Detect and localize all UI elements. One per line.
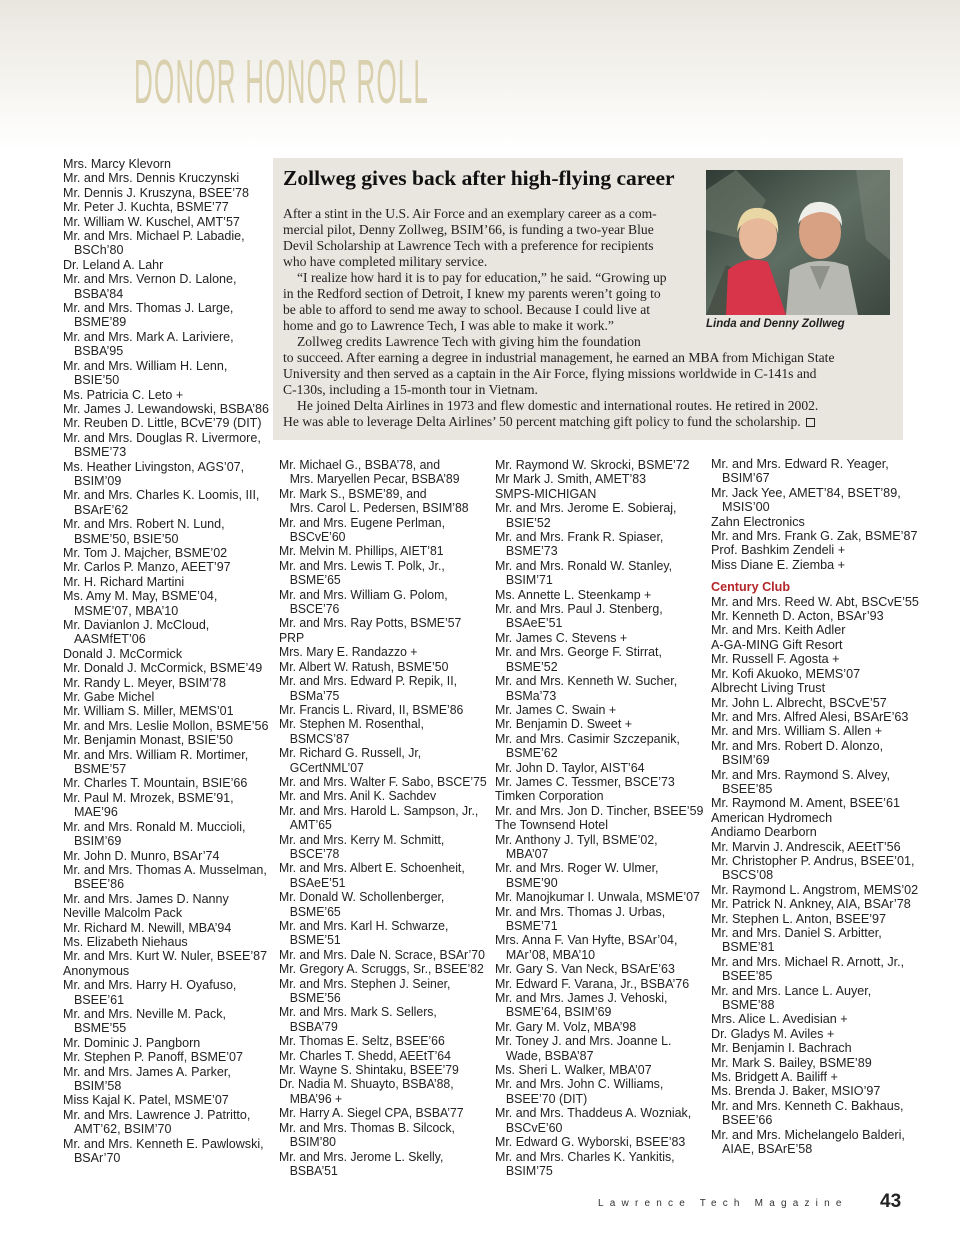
donor-entry: Mr. Stephen P. Panoff, BSME’07 xyxy=(63,1050,243,1065)
donor-entry: AMT’62, BSIM’70 xyxy=(73,1122,172,1137)
donor-entry: Ms. Patricia C. Leto + xyxy=(63,387,184,402)
donor-entry: PRP xyxy=(279,630,305,645)
donor-entry: Mr. John L. Albrecht, BSCvE’57 xyxy=(711,695,887,710)
donor-entry: Mr. and Mrs. Kenneth E. Pawlowski, xyxy=(63,1136,264,1151)
donor-entry: Mr. Carlos P. Manzo, AEET’97 xyxy=(63,560,231,575)
donor-entry: BSME’51 xyxy=(289,933,341,948)
donor-entry: Mr. and Mrs. Thomas J. Urbas, xyxy=(495,904,666,919)
donor-entry: Mrs. Marcy Klevorn xyxy=(63,157,171,171)
donor-column-3 xyxy=(495,458,704,1178)
donor-entry: Mr. John D. Taylor, AIST’64 xyxy=(495,760,645,775)
donor-entry: Mr. and Mrs. Thomas A. Musselman, xyxy=(63,862,267,877)
donor-entry: Mr. Marvin J. Andrescik, AEEtT’56 xyxy=(711,839,901,854)
donor-entry: AIAE, BSArE’58 xyxy=(722,1142,813,1157)
donor-entry: Albrecht Living Trust xyxy=(711,681,826,696)
donor-entry: BSCE’78 xyxy=(289,846,340,861)
donor-entry: MSIS’00 xyxy=(722,500,770,515)
donor-entry: BSCE’76 xyxy=(289,602,340,617)
feature-line xyxy=(283,334,888,350)
donor-entry: Mr. James C. Swain + xyxy=(495,702,617,717)
section-heading-century-club: Century Club xyxy=(711,580,791,595)
donor-entry: Mr. and Mrs. Jerome L. Skelly, xyxy=(279,1149,444,1164)
donor-entry: Mr. and Mrs. Michelangelo Balderi, xyxy=(711,1127,905,1142)
donor-entry: A-GA-MING Gift Resort xyxy=(711,637,843,652)
title-letter: N xyxy=(286,47,306,117)
donor-column-1 xyxy=(63,157,269,1166)
feature-line-text: University and then served as a captain in the Air Force, flying missions worldwide in C-141s and xyxy=(283,366,817,381)
donor-entry: Mr. and Mrs. Lawrence J. Patritto, xyxy=(63,1107,251,1122)
feature-line-text: Devil Scholarship at Lawrence Tech with a preference for recipients xyxy=(283,238,654,253)
donor-entry: BSIM’69 xyxy=(722,753,770,768)
donor-entry: Mr. Michael G., BSBA’78, and xyxy=(279,458,441,472)
donor-entry: BSIM’71 xyxy=(505,573,553,588)
donor-entry: Mr. William W. Kuschel, AMT’57 xyxy=(63,214,240,229)
donor-entry: Mr. and Mrs. Neville M. Pack, xyxy=(63,1006,226,1021)
feature-line-text: Zollweg credits Lawrence Tech with giving him the foundation xyxy=(297,334,641,349)
donor-entry: Mr. and Mrs. Charles K. Yankitis, xyxy=(495,1149,675,1164)
donor-entry: MSME’07, MBA’10 xyxy=(73,603,179,618)
donor-entry: BSME’65 xyxy=(289,573,341,588)
donor-entry: BSME’56 xyxy=(289,991,341,1006)
donor-entry: Mr. Edward G. Wyborski, BSEE’83 xyxy=(495,1135,686,1150)
title-letter: O xyxy=(153,47,175,117)
donor-entry: Mr. and Mrs. Alfred Alesi, BSArE’63 xyxy=(711,709,909,724)
photo-illustration xyxy=(706,170,890,315)
title-letter: O xyxy=(195,47,216,117)
donor-entry: Mr. and Mrs. Kurt W. Nuler, BSEE’87 xyxy=(63,949,268,964)
donor-entry: Mr. William S. Miller, MEMS’01 xyxy=(63,704,234,719)
donor-entry: Mr. Francis L. Rivard, II, BSME’86 xyxy=(279,702,464,717)
feature-line xyxy=(283,302,698,318)
donor-entry: AMT’65 xyxy=(289,818,332,833)
donor-entry: Mr. and Mrs. Robert N. Lund, xyxy=(63,517,225,532)
feature-line xyxy=(283,414,888,430)
donor-entry: Mr. James C. Stevens + xyxy=(495,630,628,645)
donor-entry: Mr. and Mrs. Stephen J. Seiner, xyxy=(279,976,451,991)
donor-entry: BSME’57 xyxy=(73,762,127,777)
donor-entry: Mr. and Mrs. Paul J. Stenberg, xyxy=(495,602,663,617)
title-word-gap xyxy=(348,47,355,118)
feature-line-text: mercial pilot, Denny Zollweg, BSIM’66, is funding a two-year Blue xyxy=(283,222,654,237)
donor-entry: Mr. and Mrs. Anil K. Sachdev xyxy=(279,789,437,804)
donor-entry: Ms. Sheri L. Walker, MBA’07 xyxy=(495,1063,652,1078)
donor-entry: Mr. Manojkumar I. Unwala, MSME’07 xyxy=(495,890,700,905)
donor-entry: Anonymous xyxy=(63,963,130,978)
section-gap xyxy=(711,572,921,580)
feature-line xyxy=(283,350,888,366)
donor-entry: BSAeE’51 xyxy=(505,616,563,631)
donor-entry: Mr. and Mrs. Dale N. Scrace, BSAr’70 xyxy=(279,947,485,962)
donor-entry: Mr. Dominic J. Pangborn xyxy=(63,1035,201,1050)
donor-entry: Mr. and Mrs. Leslie Mollon, BSME’56 xyxy=(63,718,269,733)
donor-entry: Mr. and Mrs. James J. Vehoski, xyxy=(495,991,668,1006)
donor-entry: Mr. Charles T. Shedd, AEEtT’64 xyxy=(279,1048,451,1063)
feature-line xyxy=(283,366,888,382)
donor-entry: Mr. Gregory A. Scruggs, Sr., BSEE’82 xyxy=(279,962,484,977)
donor-entry: BSIM’69 xyxy=(73,834,122,849)
feature-line-text: to succeed. After earning a degree in industrial management, he earned an MBA from Michigan State xyxy=(283,350,835,365)
donor-entry: Mr. and Mrs. Albert E. Schoenheit, xyxy=(279,861,465,876)
donor-entry: Mr. Russell F. Agosta + xyxy=(711,652,840,667)
donor-entry: BSME’73 xyxy=(505,544,558,559)
donor-entry: BSIM’80 xyxy=(289,1135,336,1150)
donor-entry: Mr. and Mrs. William R. Mortimer, xyxy=(63,747,249,762)
donor-entry: Mr. Donald J. McCormick, BSME’49 xyxy=(63,661,263,676)
donor-entry: Donald J. McCormick xyxy=(63,646,183,661)
donor-entry: Mr. Donald W. Schollenberger, xyxy=(279,890,445,905)
donor-entry: Mr. Charles T. Mountain, BSIE’66 xyxy=(63,776,248,791)
donor-entry: Mr. and Mrs. Jerome E. Sobieraj, xyxy=(495,501,677,516)
photo-linda-and-denny-zollweg xyxy=(706,170,890,315)
donor-entry: Mr. James J. Lewandowski, BSBA’86 xyxy=(63,401,269,416)
donor-entry: Mr. and Mrs. Mark S. Sellers, xyxy=(279,1005,437,1020)
donor-entry: BSME’73 xyxy=(73,445,127,460)
donor-entry: Miss Kajal K. Patel, MSME’07 xyxy=(63,1093,229,1108)
donor-entry: MBA’07 xyxy=(505,846,549,861)
donor-entry: Mr. and Mrs. Mark A. Lariviere, xyxy=(63,329,234,344)
donor-entry: Mr. and Mrs. Kenneth C. Bakhaus, xyxy=(711,1098,904,1113)
donor-entry: Mr. Toney J. and Mrs. Joanne L. xyxy=(495,1034,672,1049)
donor-entry: Ms. Elizabeth Niehaus xyxy=(63,934,188,949)
donor-entry: Mr. and Mrs. Jon D. Tincher, BSEE’59 xyxy=(495,803,704,818)
donor-entry: Mr. and Mrs. Harry H. Oyafuso, xyxy=(63,978,237,993)
donor-entry: BSCS’08 xyxy=(722,868,774,883)
donor-entry: BSME’50, BSIE’50 xyxy=(73,531,179,546)
donor-entry: Ms. Heather Livingston, AGS’07, xyxy=(63,459,245,474)
title-letter: O xyxy=(265,47,286,117)
donor-entry: Mr. Dennis J. Kruszyna, BSEE’78 xyxy=(63,185,249,200)
donor-entry: Mr. Jack Yee, AMET’84, BSET’89, xyxy=(711,485,901,500)
donor-entry: Mrs. Mary E. Randazzo + xyxy=(279,645,418,660)
donor-entry: Mr. Benjamin Monast, BSIE’50 xyxy=(63,733,233,748)
donor-entry: Mr. and Mrs. Ronald M. Muccioli, xyxy=(63,819,246,834)
donor-entry: Mr. and Mrs. George F. Stirrat, xyxy=(495,645,662,660)
feature-line-text: be able to afford to send me away to school. Because I could live at xyxy=(283,302,651,317)
title-letter: R xyxy=(327,47,347,117)
donor-entry: Mr. and Mrs. Reed W. Abt, BSCvE’55 xyxy=(711,594,919,609)
donor-entry: BSIE’52 xyxy=(505,515,551,530)
donor-entry: Mr. Patrick N. Ankney, AIA, BSAr’78 xyxy=(711,897,911,912)
title-letter: L xyxy=(413,47,428,117)
donor-entry: Dr. Leland A. Lahr xyxy=(63,257,164,272)
donor-entry: Mr. John D. Munro, BSAr’74 xyxy=(63,848,220,863)
donor-entry: Mrs. Anna F. Van Hyfte, BSAr’04, xyxy=(495,933,678,948)
donor-entry: BSME’90 xyxy=(505,875,558,890)
donor-entry: BSMa’75 xyxy=(289,688,340,703)
donor-entry: Mr. and Mrs. Karl H. Schwarze, xyxy=(279,919,449,933)
feature-body-upper xyxy=(283,206,698,334)
donor-entry: Mr. Gary S. Van Neck, BSArE’63 xyxy=(495,962,675,977)
donor-entry: Mr. Melvin M. Phillips, AIET’81 xyxy=(279,544,444,559)
feature-line-text: home and go to Lawrence Tech, I was able to make it work.” xyxy=(283,318,614,333)
donor-entry: MAE’96 xyxy=(73,805,118,820)
donor-entry: Mr. Raymond M. Ament, BSEE’61 xyxy=(711,796,900,811)
donor-entry: Mr. Stephen M. Rosenthal, xyxy=(279,717,424,732)
donor-entry: Mr. Mark S., BSME’89, and xyxy=(279,486,427,501)
donor-entry: BSAr’70 xyxy=(73,1151,121,1166)
feature-line xyxy=(283,382,888,398)
donor-entry: Mr. and Mrs. Lewis T. Polk, Jr., xyxy=(279,558,445,573)
donor-entry: Mr. Benjamin D. Sweet + xyxy=(495,717,632,732)
donor-entry: BSEE’85 xyxy=(722,781,773,796)
donor-entry: Mr. and Mrs. Douglas R. Livermore, xyxy=(63,430,261,445)
donor-entry: Andiamo Dearborn xyxy=(711,825,817,840)
donor-column-4 xyxy=(711,457,921,1157)
donor-entry: Mr. and Mrs. James D. Nanny xyxy=(63,891,229,906)
donor-entry: BSBA’51 xyxy=(289,1163,338,1178)
donor-entry: BSCvE’60 xyxy=(289,530,346,545)
donor-entry: Mr. and Mrs. Charles K. Loomis, III, xyxy=(63,488,260,503)
donor-entry: Ms. Brenda J. Baker, MSIO’97 xyxy=(711,1084,881,1099)
donor-entry: BSEE’61 xyxy=(73,992,125,1007)
donor-entry: Ms. Bridgett A. Bailiff + xyxy=(711,1070,838,1085)
donor-entry: Timken Corporation xyxy=(495,789,604,804)
donor-entry: Mr. and Mrs. Kenneth W. Sucher, xyxy=(495,674,678,689)
magazine-name: Lawrence Tech Magazine xyxy=(598,1198,848,1209)
donor-entry: BSBA’84 xyxy=(73,286,124,301)
title-letter: L xyxy=(397,47,413,117)
donor-entry: BSME’52 xyxy=(505,659,558,674)
donor-entry: Neville Malcolm Pack xyxy=(63,906,183,921)
donor-column-2 xyxy=(279,458,487,1178)
donor-entry: Mr. and Mrs. Thaddeus A. Wozniak, xyxy=(495,1106,692,1121)
donor-entry: Mr. and Mrs. Thomas J. Large, xyxy=(63,301,234,316)
feature-line xyxy=(283,222,698,238)
donor-entry: BSME’65 xyxy=(289,904,341,919)
donor-entry: MAr’08, MBA’10 xyxy=(505,947,596,962)
donor-entry: Mr. and Mrs. Roger W. Ulmer, xyxy=(495,861,659,876)
donor-entry: Mrs. Maryellen Pecar, BSBA’89 xyxy=(289,472,460,487)
feature-line xyxy=(283,270,698,286)
donor-entry: BSME’71 xyxy=(505,919,558,933)
donor-entry: Mr. and Mrs. Robert D. Alonzo, xyxy=(711,738,884,753)
donor-entry: Mr. Benjamin I. Bachrach xyxy=(711,1041,852,1056)
feature-line-text: He was able to leverage Delta Airlines’ 50 percent matching gift policy to fund the scholarship. xyxy=(283,414,801,429)
donor-entry: BSEE’70 (DIT) xyxy=(505,1091,588,1106)
donor-entry: GCertNML’07 xyxy=(289,760,364,775)
feature-line xyxy=(283,286,698,302)
donor-entry: Mr. and Mrs. William H. Lenn, xyxy=(63,358,228,373)
donor-entry: Mr. Stephen L. Anton, BSEE’97 xyxy=(711,911,887,926)
donor-entry: Mr. and Mrs. Edward P. Repik, II, xyxy=(279,674,458,689)
donor-entry: Mr. Richard M. Newill, MBA’94 xyxy=(63,920,232,935)
donor-entry: BSAeE’51 xyxy=(289,875,346,890)
feature-body-lower xyxy=(283,334,888,430)
title-letter: R xyxy=(216,47,236,117)
feature-line-text: in the Redford section of Detroit, I knew my parents weren’t going to xyxy=(283,286,661,301)
donor-entry: Prof. Bashkim Zendeli + xyxy=(711,543,846,558)
donor-entry: Mr. and Mrs. Frank R. Spiaser, xyxy=(495,530,664,545)
donor-entry: Mr. and Mrs. Daniel S. Arbitter, xyxy=(711,926,882,940)
donor-entry: BSArE’62 xyxy=(73,502,129,517)
donor-entry: BSIM’58 xyxy=(73,1079,122,1093)
feature-line xyxy=(283,318,698,334)
donor-entry: Mr. and Mrs. Harold L. Sampson, Jr., xyxy=(279,803,479,818)
donor-entry: Mr. Raymond W. Skrocki, BSME’72 xyxy=(495,458,690,472)
donor-entry: BSCh’80 xyxy=(73,243,124,258)
donor-entry: Mr. Anthony J. Tyll, BSME’02, xyxy=(495,832,658,847)
donor-entry: BSME’64, BSIM’69 xyxy=(505,1005,612,1020)
donor-entry: Mr. Gary M. Volz, MBA’98 xyxy=(495,1019,637,1034)
donor-entry: Miss Diane E. Ziemba + xyxy=(711,557,846,572)
feature-headline: Zollweg gives back after high-flying career xyxy=(283,166,675,190)
donor-entry: BSIM’67 xyxy=(722,471,770,486)
title-word-gap xyxy=(237,47,244,118)
donor-entry: Dr. Nadia M. Shuayto, BSBA’88, xyxy=(279,1077,454,1092)
donor-entry: Mr. and Mrs. Dennis Kruczynski xyxy=(63,171,240,186)
donor-entry: Mr. and Mrs. Walter F. Sabo, BSCE’75 xyxy=(279,774,487,789)
donor-entry: BSMa’73 xyxy=(505,688,557,703)
donor-entry: BSME’62 xyxy=(505,746,558,761)
donor-entry: Mr. Christopher P. Andrus, BSEE’01, xyxy=(711,853,915,868)
donor-entry: Mr. and Mrs. Thomas B. Silcock, xyxy=(279,1120,455,1135)
feature-line xyxy=(283,398,888,414)
page-title xyxy=(134,47,428,117)
donor-entry: Mrs. Carol L. Pedersen, BSIM’88 xyxy=(289,501,469,516)
donor-entry: Mr. Kenneth D. Acton, BSAr’93 xyxy=(711,609,884,624)
donor-entry: Mr. Peter J. Kuchta, BSME’77 xyxy=(63,200,229,215)
donor-entry: Mr. and Mrs. Edward R. Yeager, xyxy=(711,457,889,471)
donor-entry: Mr. Raymond L. Angstrom, MEMS’02 xyxy=(711,882,919,897)
donor-entry: Mr. and Mrs. William S. Allen + xyxy=(711,724,883,739)
donor-entry: BSEE’66 xyxy=(722,1113,773,1128)
donor-entry: Mr. Tom J. Majcher, BSME’02 xyxy=(63,545,228,560)
donor-entry: Mr. and Mrs. John C. Williams, xyxy=(495,1077,664,1092)
donor-entry: BSCvE’60 xyxy=(505,1120,563,1135)
donor-entry: Wade, BSBA’87 xyxy=(505,1048,594,1063)
feature-line xyxy=(283,254,698,270)
donor-entry: Mr. Paul M. Mrozek, BSME’91, xyxy=(63,790,234,805)
donor-entry: BSME’55 xyxy=(73,1021,127,1036)
donor-entry: BSEE’85 xyxy=(722,969,773,984)
donor-entry: Zahn Electronics xyxy=(711,514,805,529)
donor-entry: BSBA’95 xyxy=(73,344,124,359)
donor-entry: Mr. Gabe Michel xyxy=(63,690,155,705)
donor-entry: BSBA’79 xyxy=(289,1019,338,1034)
donor-entry: SMPS-MICHIGAN xyxy=(495,486,597,501)
donor-entry: Mr. and Mrs. Frank G. Zak, BSME’87 xyxy=(711,529,918,544)
title-letter: D xyxy=(134,47,153,117)
title-letter: N xyxy=(175,47,195,117)
donor-entry: BSEE’86 xyxy=(73,877,125,892)
feature-line-text: “I realize how hard it is to pay for education,” he said. “Growing up xyxy=(297,270,667,285)
donor-entry: Mr. and Mrs. Raymond S. Alvey, xyxy=(711,767,890,782)
donor-entry: BSME’89 xyxy=(73,315,127,330)
title-letter: R xyxy=(356,47,376,117)
donor-entry: Mr. H. Richard Martini xyxy=(63,574,185,589)
donor-entry: Mr. and Mrs. Michael P. Labadie, xyxy=(63,229,245,244)
donor-entry: Mr. Mark S. Bailey, BSME’89 xyxy=(711,1055,872,1070)
donor-entry: Mr. Wayne S. Shintaku, BSEE’79 xyxy=(279,1063,459,1078)
donor-entry: Mr. Albert W. Ratush, BSME’50 xyxy=(279,659,449,674)
feature-line xyxy=(283,206,698,222)
feature-line-text: He joined Delta Airlines in 1973 and flew domestic and international routes. He retired in 2002. xyxy=(297,398,819,413)
donor-entry: Mr. and Mrs. William G. Polom, xyxy=(279,587,448,602)
donor-entry: Mr. James C. Tessmer, BSCE’73 xyxy=(495,774,675,789)
donor-entry: Mr Mark J. Smith, AMET’83 xyxy=(495,472,647,487)
donor-entry: Mr. Edward F. Varana, Jr., BSBA’76 xyxy=(495,976,690,991)
feature-line xyxy=(283,238,698,254)
title-letter: O xyxy=(376,47,397,117)
donor-entry: Mr. and Mrs. Eugene Perlman, xyxy=(279,515,446,530)
donor-entry: Mr. and Mrs. Lance L. Auyer, xyxy=(711,983,872,998)
donor-entry: Mr. Kofi Akuoko, MEMS’07 xyxy=(711,666,861,681)
title-letter: H xyxy=(245,47,264,117)
donor-entry: Mrs. Alice L. Avedisian + xyxy=(711,1012,848,1027)
donor-entry: Mr. and Mrs. Ray Potts, BSME’57 xyxy=(279,616,462,631)
donor-entry: MBA’96 + xyxy=(289,1091,343,1106)
donor-entry: Mr. and Mrs. Keith Adler xyxy=(711,623,846,638)
donor-entry: Ms. Annette L. Steenkamp + xyxy=(495,587,652,602)
donor-entry: Mr. and Mrs. Ronald W. Stanley, xyxy=(495,558,673,573)
donor-entry: American Hydromech xyxy=(711,810,833,825)
feature-line-text: After a stint in the U.S. Air Force and an exemplary career as a com- xyxy=(283,206,657,221)
donor-entry: AASMfET’06 xyxy=(73,632,146,647)
donor-entry: Mr. Randy L. Meyer, BSIM’78 xyxy=(63,675,226,690)
donor-entry: BSIE’50 xyxy=(73,373,120,388)
donor-entry: Mr. and Mrs. Kerry M. Schmitt, xyxy=(279,832,445,847)
donor-entry: Mr. Harry A. Siegel CPA, BSBA’77 xyxy=(279,1106,464,1121)
feature-line-text: C-130s, including a 15-month tour in Vietnam. xyxy=(283,382,538,397)
title-letter: O xyxy=(306,47,327,117)
donor-entry: Dr. Gladys M. Aviles + xyxy=(711,1026,835,1041)
donor-entry: BSME’88 xyxy=(722,998,775,1013)
donor-entry: BSMCS’87 xyxy=(289,731,350,746)
donor-entry: Ms. Amy M. May, BSME’04, xyxy=(63,589,218,604)
donor-entry: BSIM’09 xyxy=(73,473,122,488)
donor-entry: Mr. and Mrs. Michael R. Arnott, Jr., xyxy=(711,954,905,969)
donor-entry: The Townsend Hotel xyxy=(495,818,608,833)
donor-entry: Mr. Reuben D. Little, BCvE’79 (DIT) xyxy=(63,416,262,431)
donor-entry: Mr. Thomas E. Seltz, BSEE’66 xyxy=(279,1034,445,1049)
donor-entry: Mr. Davianlon J. McCloud, xyxy=(63,618,210,632)
donor-entry: Mr. and Mrs. Casimir Szczepanik, xyxy=(495,731,680,746)
donor-entry: Mr. and Mrs. James A. Parker, xyxy=(63,1064,231,1079)
feature-line-text: who have completed military service. xyxy=(283,254,488,269)
donor-entry: Mr. and Mrs. Vernon D. Lalone, xyxy=(63,272,237,287)
page-number: 43 xyxy=(880,1191,902,1212)
donor-entry: BSME’81 xyxy=(722,940,775,955)
donor-entry: BSIM’75 xyxy=(505,1163,553,1178)
end-of-story-icon xyxy=(806,418,815,427)
donor-entry: Mr. Richard G. Russell, Jr, xyxy=(279,746,422,761)
photo-caption: Linda and Denny Zollweg xyxy=(706,318,845,330)
